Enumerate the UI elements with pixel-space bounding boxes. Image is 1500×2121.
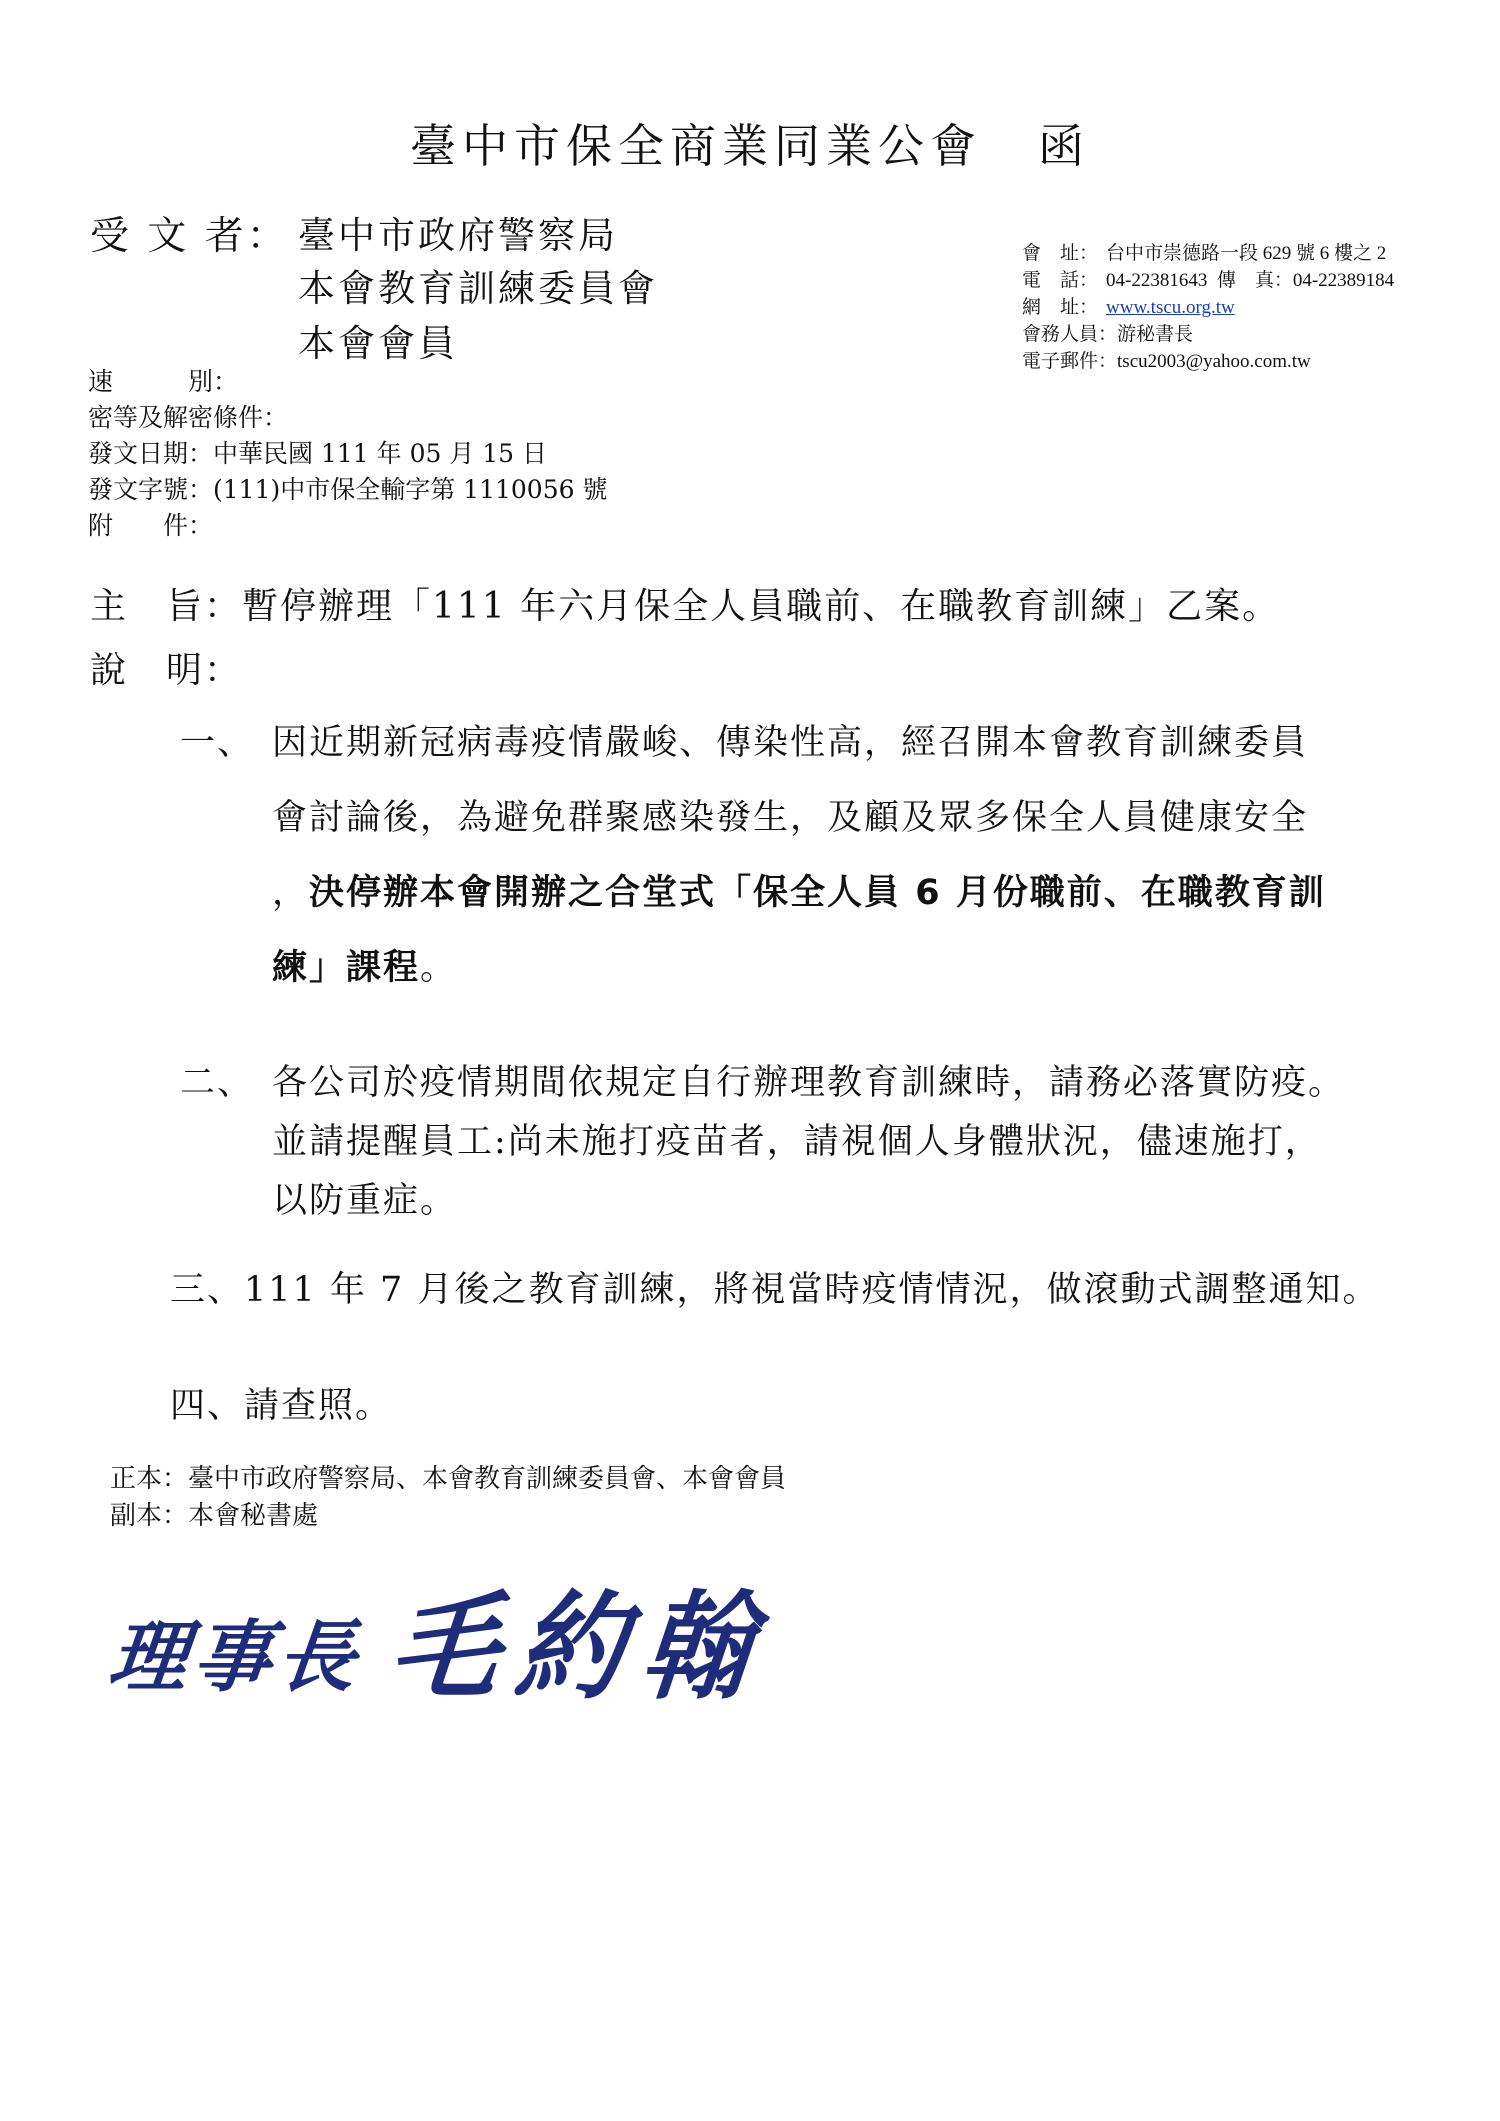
signature (104, 1560, 777, 1716)
subject-label: 主 旨： (90, 586, 243, 627)
meta-attachment: 附 件： (88, 511, 214, 540)
item1-line1: 因近期新冠病毒疫情嚴峻、傳染性高，經召開本會教育訓練委員 (272, 723, 1309, 763)
recipient-3: 本會會員 (298, 322, 458, 365)
meta-number: 發文字號：(111)中市保全輸字第 1110056 號 (88, 475, 608, 504)
item1-line2: 會討論後，為避免群聚感染發生，及顧及眾多保全人員健康安全 (272, 798, 1309, 838)
distribution-main: 正本：臺中市政府警察局、本會教育訓練委員會、本會會員 (110, 1464, 787, 1494)
meta-speed: 速 別： (88, 367, 239, 396)
meta-date: 發文日期：中華民國 111 年 05 月 15 日 (88, 439, 548, 468)
distribution-copy: 副本：本會秘書處 (110, 1501, 319, 1531)
recipient-1: 臺中市政府警察局 (298, 214, 618, 257)
subject-line (90, 578, 1280, 629)
item1-bold-text: 決停辦本會開辦之合堂式「保全人員 6 月份職前、在職教育訓 (309, 873, 1326, 913)
contact-block (1022, 240, 1394, 375)
subject-text: 暫停辦理「111 年六月保全人員職前、在職教育訓練」乙案。 (242, 586, 1281, 627)
item1-marker: 一、 (180, 723, 255, 763)
contact-phone: 電 話： 04-22381643 傳 真：04-22389184 (1022, 270, 1395, 291)
item1-line4: 練」課程。 (272, 948, 458, 988)
recipient-2: 本會教育訓練委員會 (298, 267, 658, 310)
contact-email: 電子郵件：tscu2003@yahoo.com.tw (1022, 351, 1311, 372)
item2-line2: 並請提醒員工:尚未施打疫苗者，請視個人身體狀況，儘速施打， (272, 1122, 1322, 1162)
description-label: 說 明： (90, 650, 243, 691)
signature-name: 毛約翰 (383, 1579, 777, 1716)
website-link[interactable]: www.tscu.org.tw (1106, 297, 1235, 318)
org-name: 臺中市保全商業同業公會 (410, 119, 982, 173)
contact-address: 會 址： 台中市崇德路一段 629 號 6 樓之 2 (1022, 243, 1387, 264)
item2-line1: 各公司於疫情期間依規定自行辦理教育訓練時，請務必落實防疫。 (272, 1063, 1346, 1103)
recipients-label: 受 文 者： (90, 214, 289, 259)
item3: 三、111 年 7 月後之教育訓練，將視當時疫情情況，做滾動式調整通知。 (170, 1270, 1380, 1310)
signature-title: 理事長 (104, 1612, 367, 1703)
item4: 四、請查照。 (170, 1386, 393, 1426)
document-type: 函 (1038, 119, 1090, 173)
document-title (0, 110, 1500, 176)
item1-line3: ，決停辦本會開辦之合堂式「保全人員 6 月份職前、在職教育訓 (272, 873, 1326, 913)
contact-web: 網 址： www.tscu.org.tw (1022, 297, 1235, 318)
meta-secret: 密等及解密條件： (88, 403, 289, 432)
contact-staff: 會務人員：游秘書長 (1022, 324, 1194, 345)
item2-marker: 二、 (180, 1063, 255, 1103)
item2-line3: 以防重症。 (272, 1181, 458, 1221)
